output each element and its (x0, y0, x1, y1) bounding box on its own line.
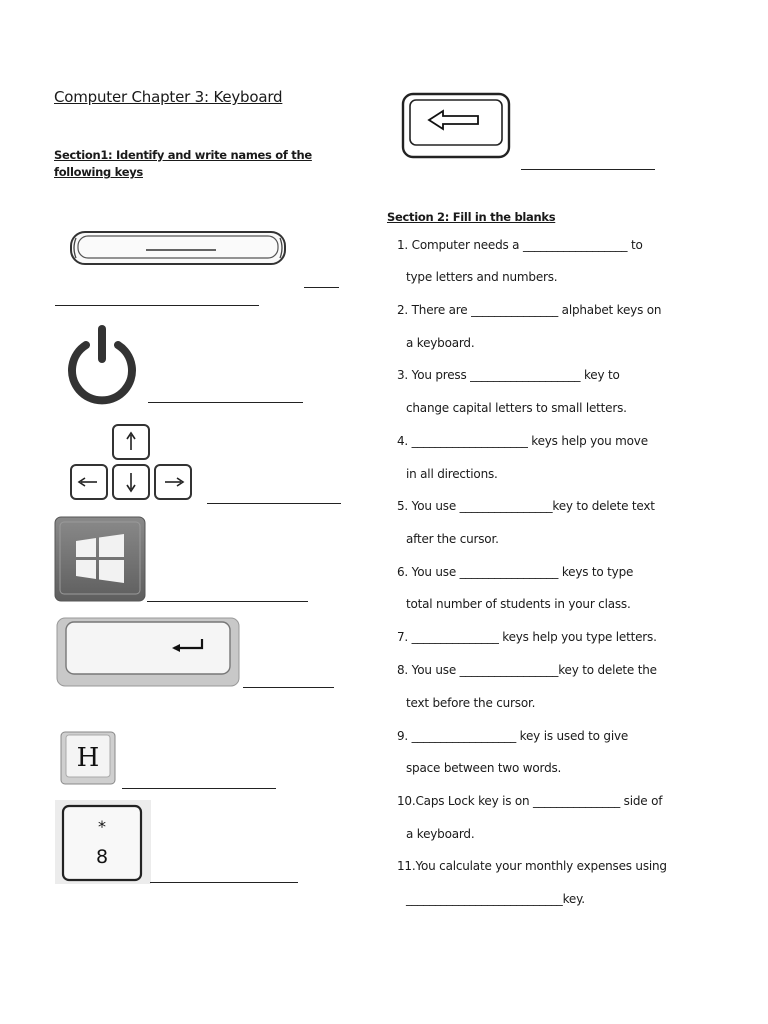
spacebar-key-icon (68, 228, 288, 268)
question-11: 11.You calculate your monthly expenses using (397, 859, 667, 873)
h-key-icon (60, 731, 116, 785)
answer-blank-arrows[interactable] (207, 503, 341, 504)
question-1: 1. Computer needs a __________________ to (397, 238, 643, 252)
h-key-label: H (76, 743, 100, 773)
answer-blank-windows[interactable] (147, 601, 308, 602)
question-10-continued: a keyboard. (406, 827, 475, 841)
answer-blank-spacebar-b[interactable] (55, 305, 259, 306)
question-2: 2. There are _______________ alphabet keys on (397, 303, 662, 317)
section1-heading: Section1: Identify and write names of the following keys (54, 148, 312, 179)
question-5: 5. You use ________________key to delete text (397, 499, 655, 513)
question-6-continued: total number of students in your class. (406, 597, 631, 611)
star-symbol: * (98, 817, 106, 836)
answer-blank-enter[interactable] (243, 687, 334, 688)
page-title: Computer Chapter 3: Keyboard (54, 88, 283, 106)
backspace-key-icon (401, 92, 511, 160)
eight-digit: 8 (95, 846, 109, 868)
section2-heading: Section 2: Fill in the blanks (387, 210, 556, 224)
answer-blank-spacebar-a[interactable] (304, 287, 339, 288)
question-11-continued: ___________________________key. (406, 892, 585, 906)
eight-star-key-icon (55, 800, 151, 884)
question-3: 3. You press ___________________ key to (397, 368, 620, 382)
question-8: 8. You use _________________key to delete the (397, 663, 657, 677)
answer-blank-backspace[interactable] (521, 169, 655, 170)
arrow-keys-icon (69, 423, 195, 501)
question-6: 6. You use _________________ keys to type (397, 565, 634, 579)
question-10: 10.Caps Lock key is on _______________ side of (397, 794, 663, 808)
power-icon (62, 323, 142, 403)
windows-key-icon (54, 516, 146, 602)
question-4-continued: in all directions. (406, 467, 498, 481)
answer-blank-power[interactable] (148, 402, 303, 403)
question-7: 7. _______________ keys help you type letters. (397, 630, 657, 644)
question-8-continued: text before the cursor. (406, 696, 536, 710)
answer-blank-h[interactable] (122, 788, 276, 789)
question-5-continued: after the cursor. (406, 532, 499, 546)
question-2-continued: a keyboard. (406, 336, 475, 350)
question-9-continued: space between two words. (406, 761, 562, 775)
question-3-continued: change capital letters to small letters. (406, 401, 627, 415)
question-1-continued: type letters and numbers. (406, 270, 558, 284)
answer-blank-eight[interactable] (150, 882, 298, 883)
question-4: 4. ____________________ keys help you move (397, 434, 648, 448)
question-9: 9. __________________ key is used to give (397, 729, 629, 743)
enter-key-icon (56, 617, 240, 687)
